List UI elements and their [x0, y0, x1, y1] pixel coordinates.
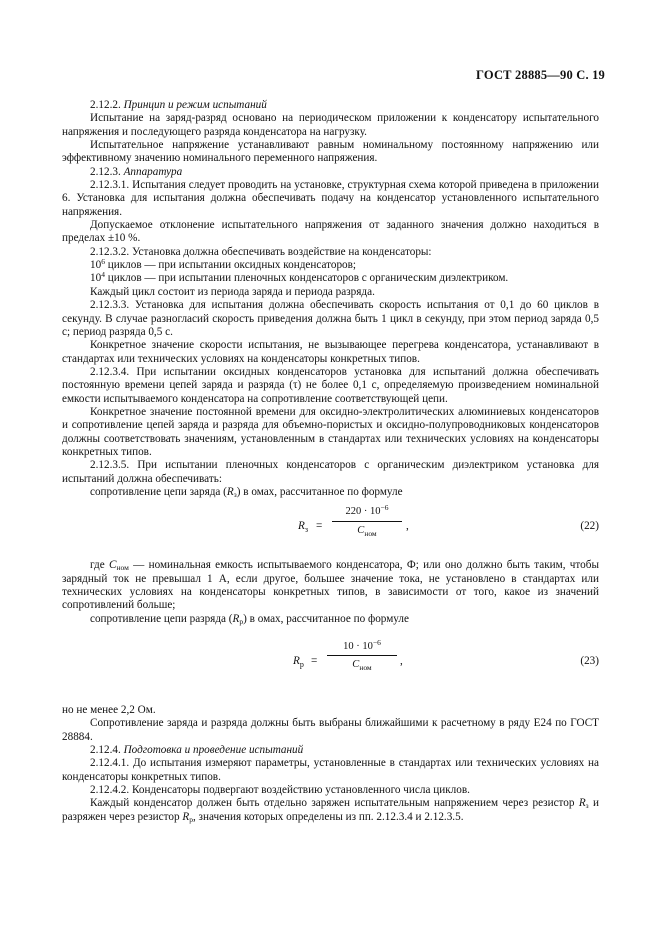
- paragraph: Каждый конденсатор должен быть отдельно заряжен испытательным напряжением через резистор $R_з$ и разряжен через резистор $R_р$, значения которых определены из пп. 2.12.3.4 и 2.12.3.5.: [62, 797, 599, 824]
- section-number: 2.12.3.: [90, 165, 121, 178]
- paragraph: Испытание на заряд-разряд основано на периодическом приложении к конденсатору испытательного напряжения и последующего разряда конденсатора на нагрузку.: [62, 112, 599, 138]
- section-number: 2.12.4.: [90, 744, 121, 757]
- section-heading: [62, 166, 599, 179]
- section-title: Аппаратура: [123, 165, 183, 178]
- formula-22: $R_з$ = $220 \cdot 10^{-6}$ $C_{ном}$ , (22): [62, 505, 599, 551]
- paragraph: 2.12.3.5. При испытании пленочных конденсаторов с органическим диэлектриком установка для испытаний должна обеспечивать:: [62, 459, 599, 485]
- paragraph: 2.12.4.1. До испытания измеряют параметры, установленные в стандартах или технических условиях на конденсаторы конкретных типов.: [62, 757, 599, 783]
- document-body: [62, 99, 599, 824]
- page-header: ГОСТ 28885—90 С. 19: [476, 68, 605, 82]
- formula-equals: =: [311, 655, 318, 668]
- paragraph: 2.12.3.2. Установка должна обеспечивать воздействие на конденсаторы:: [90, 245, 432, 258]
- paragraph: сопротивление цепи разряда $(R_р)$ в омах, рассчитанное по формуле: [90, 612, 409, 626]
- formula-lhs: $R_з$: [298, 520, 309, 535]
- formula-23: $R_р$ = $10 \cdot 10^{-6}$ $C_{ном}$ , (23): [62, 640, 599, 686]
- paragraph: 2.12.3.3. Установка для испытания должна обеспечивать скорость испытания от 0,1 до 60 циклов в секунду. В случае разногласий скорость приведения должна быть 1 цикл в секунду, при этом период заряда 0,5 с; период разряда 0,5 с.: [62, 299, 599, 338]
- paragraph: но не менее 2,2 Ом.: [62, 704, 156, 717]
- paragraph: 2.12.3.1. Испытания следует проводить на установке, структурная схема которой приведена в приложении 6. Установка для испытания должна обеспечивать подачу на конденсатор установленного испытательного напряжения.: [62, 179, 599, 218]
- paragraph: Каждый цикл состоит из периода заряда и периода разряда.: [90, 285, 375, 298]
- section-heading: [62, 744, 599, 757]
- paragraph: Допускаемое отклонение испытательного напряжения от заданного значения должно находиться в пределах ±10 %.: [62, 219, 599, 245]
- paragraph: 2.12.4.2. Конденсаторы подвергают воздействию установленного числа циклов.: [90, 784, 470, 797]
- paragraph: Конкретное значение скорости испытания, не вызывающее перегрева конденсатора, устанавливают в стандартах или технических условиях на конденсаторы конкретных типов.: [62, 339, 599, 365]
- fraction-numerator: $10 \cdot 10^{-6}$: [327, 640, 397, 656]
- fraction-denominator: $C_{ном}$: [357, 524, 377, 538]
- section-title: Подготовка и проведение испытаний: [123, 744, 304, 757]
- paragraph: где $C_{ном}$ — номинальная емкость испытываемого конденсатора, Ф; или оно должно быть таким, чтобы зарядный ток не превышал 1 А, если другое, большее значение тока, не установлено в стандартах или технических условиях на конденсаторы конкретных типов, в зависимости от того, какое из значений сопротивлений больше;: [62, 559, 599, 612]
- paragraph: Испытательное напряжение устанавливают равным номинальному постоянному напряжению или эффективному значению номинального переменного напряжения.: [62, 139, 599, 165]
- paragraph: Сопротивление заряда и разряда должны быть выбраны ближайшими к расчетному в ряду Е24 по ГОСТ 28884.: [62, 717, 599, 743]
- paragraph: 2.12.3.4. При испытании оксидных конденсаторов установка для испытаний должна обеспечивать постоянную времени цепей заряда и разряда (τ) не более 0,1 с, определяемую произведением номинальной емкости испытываемого конденсатора на сопротивление соответствующей цепи.: [62, 365, 599, 405]
- formula-equals: =: [316, 520, 323, 533]
- formula-lhs: $R_р$: [293, 655, 304, 670]
- formula-fraction: [332, 505, 402, 540]
- list-item: $10^6$ циклов — при испытании оксидных конденсаторов;: [90, 257, 357, 272]
- formula-fraction: [327, 640, 397, 675]
- fraction-numerator: $220 \cdot 10^{-6}$: [332, 505, 402, 521]
- fraction-denominator: $C_{ном}$: [352, 659, 372, 673]
- paragraph: Конкретное значение постоянной времени для оксидно-электролитических алюминиевых конденсаторов и сопротивление цепей заряда и разряда для объемно-пористых и оксидно-полупроводниковых конденсаторов должны соответствовать значениям, установленным в стандартах или технических условиях на конденсаторы конкретных типов.: [62, 405, 599, 458]
- formula-number: (23): [580, 655, 599, 668]
- formula-number: (22): [580, 520, 599, 533]
- section-heading: [62, 99, 599, 112]
- section-number: 2.12.2.: [90, 99, 121, 111]
- section-title: Принцип и режим испытаний: [123, 99, 267, 111]
- paragraph: сопротивление цепи заряда $(R_з)$ в омах, рассчитанное по формуле: [90, 485, 403, 499]
- list-item: $10^4$ циклов — при испытании пленочных конденсаторов с органическим диэлектриком.: [90, 270, 509, 285]
